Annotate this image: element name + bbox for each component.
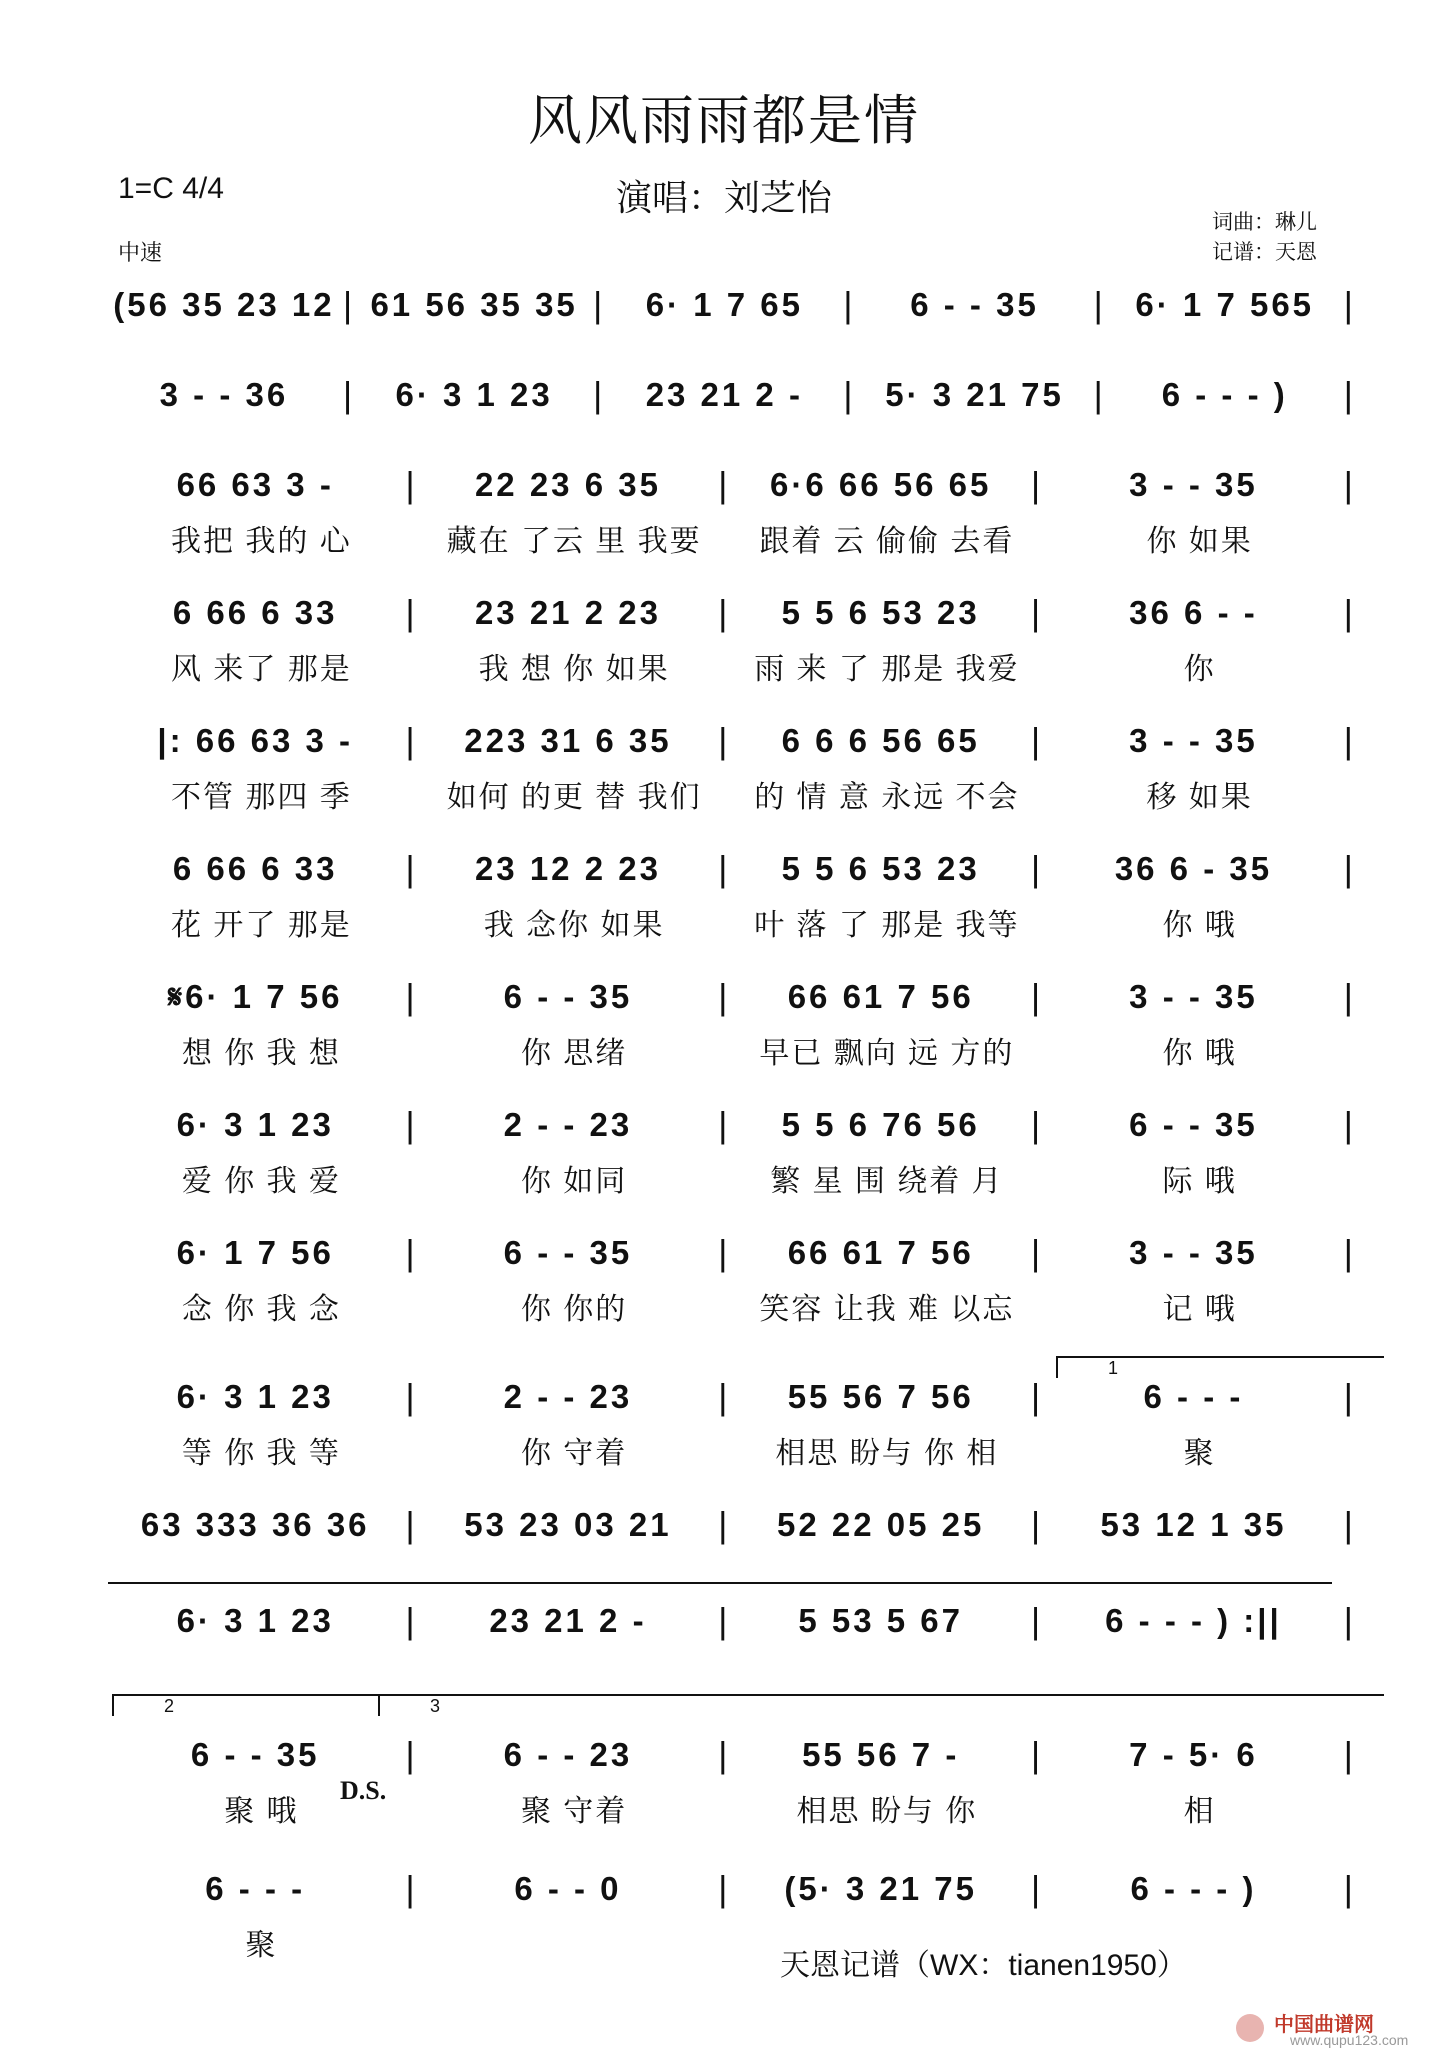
measure: 6 66 6 33	[172, 850, 338, 887]
measure: |: 66 63 3 -	[157, 722, 354, 759]
measure: 66 61 7 56	[787, 978, 974, 1015]
measure: 3 - - 35	[1129, 1234, 1258, 1271]
measure: 3 - - 35	[1129, 978, 1258, 1015]
measure: 6 - - 35	[503, 1234, 633, 1271]
song-title: 风风雨雨都是情	[528, 91, 920, 151]
barline: |	[718, 720, 731, 761]
barline: |	[1343, 464, 1356, 505]
barline: |	[1343, 1104, 1356, 1145]
stave-notes	[105, 1092, 1356, 1158]
measure: 6 6 6 56 65	[781, 722, 980, 759]
measure: 55 56 7 56	[787, 1378, 974, 1415]
measure: (56 35 23 12	[113, 286, 335, 323]
measure: 6 - - 35	[1129, 1106, 1258, 1143]
lyric-segment: 我把 我的 心	[171, 525, 352, 558]
lyric-segment: 相思 盼与 你	[796, 1795, 978, 1828]
barline: |	[405, 1376, 418, 1417]
lyric-segment: 雨 来 了 那是 我爱	[754, 653, 1020, 686]
measure: 6·6 66 56 65	[770, 466, 992, 503]
barline: |	[1343, 284, 1356, 325]
barline: |	[1030, 720, 1044, 761]
ds-mark: D.S.	[340, 1776, 387, 1805]
lyric-segment: 的 情 意 永远 不会	[754, 781, 1020, 814]
stave-notes	[105, 452, 1356, 518]
barline: |	[718, 976, 731, 1017]
barline: |	[1343, 1232, 1356, 1273]
measure: 6 - - 35	[503, 978, 633, 1015]
stave-lyrics	[105, 1028, 1356, 1078]
barline: |	[1030, 1104, 1044, 1145]
measure: 6 - - 23	[503, 1736, 633, 1773]
measure: 53 23 03 21	[464, 1506, 672, 1543]
measure: 6 - - -	[205, 1870, 306, 1907]
measure: 6· 3 1 23	[176, 1602, 334, 1639]
measure: 61 56 35 35	[370, 286, 578, 323]
barline: |	[1030, 1600, 1044, 1641]
tempo: 中速	[118, 240, 163, 265]
lyric-segment: 不管 那四 季	[171, 781, 352, 814]
measure: 22 23 6 35	[474, 466, 661, 503]
barline: |	[1343, 374, 1356, 415]
measure: 23 21 2 23	[474, 594, 661, 631]
lyric-segment: 聚 守着	[520, 1795, 628, 1828]
barline: |	[405, 848, 418, 889]
barline: |	[1030, 848, 1044, 889]
barline: |	[405, 1868, 418, 1909]
barline: |	[1030, 1868, 1044, 1909]
stave-lyrics	[105, 644, 1356, 694]
barline: |	[1343, 592, 1356, 633]
barline: |	[1030, 464, 1044, 505]
measure: 3 - - 35	[1129, 466, 1258, 503]
barline: |	[718, 592, 731, 633]
lyric-segment: 你 思绪	[520, 1037, 628, 1070]
barline: |	[718, 1104, 731, 1145]
measure: 5 5 6 76 56	[781, 1106, 980, 1143]
barline: |	[593, 284, 606, 325]
measure: 6· 1 7 565	[1135, 286, 1315, 323]
barline: |	[718, 1600, 731, 1641]
barline: |	[718, 1734, 731, 1775]
barline: |	[1343, 1868, 1356, 1909]
measure: 23 21 2 -	[489, 1602, 647, 1639]
barline: |	[405, 592, 418, 633]
footer-credit: 天恩记谱（WX：tianen1950）	[780, 1949, 1187, 1982]
stave-lyrics	[105, 1786, 1356, 1836]
stave-notes	[105, 272, 1356, 338]
measure: 5 53 5 67	[798, 1602, 963, 1639]
barline: |	[593, 374, 606, 415]
measure: 5 5 6 53 23	[781, 850, 980, 887]
measure: 3 - - 36	[159, 376, 289, 413]
stave-notes	[105, 964, 1356, 1030]
measure: 6· 1 7 65	[645, 286, 803, 323]
barline: |	[718, 1232, 731, 1273]
barline: |	[405, 1232, 418, 1273]
measure: 23 21 2 -	[645, 376, 803, 413]
stave-lyrics	[105, 516, 1356, 566]
barline: |	[843, 374, 856, 415]
key-signature: 1=C 4/4	[118, 172, 224, 205]
lyric-segment: 聚	[1183, 1437, 1216, 1470]
barline: |	[1343, 848, 1356, 889]
measure: 7 - 5· 6	[1129, 1736, 1258, 1773]
measure: 36 6 - -	[1129, 594, 1258, 631]
measure: 6· 3 1 23	[176, 1106, 334, 1143]
stave-lyrics	[105, 1428, 1356, 1478]
barline: |	[1093, 374, 1106, 415]
stave-notes	[105, 1722, 1356, 1788]
stave-notes	[105, 1220, 1356, 1286]
lyric-segment: 想 你 我 想	[181, 1037, 341, 1070]
lyric-segment: 聚	[245, 1929, 278, 1962]
lyric-segment: 聚 哦	[224, 1795, 299, 1828]
barline: |	[405, 1104, 418, 1145]
barline: |	[1030, 1376, 1044, 1417]
barline: |	[1343, 1600, 1356, 1641]
measure: 6 - - - )	[1130, 1870, 1257, 1907]
measure: 6 66 6 33	[172, 594, 338, 631]
lyric-segment: 记 哦	[1162, 1293, 1237, 1326]
barline: |	[342, 284, 356, 325]
lyric-segment: 藏在 了云 里 我要	[446, 525, 702, 558]
stave-notes	[105, 708, 1356, 774]
barline: |	[718, 1376, 731, 1417]
repeat-line	[108, 1582, 1332, 1584]
measure: 53 12 1 35	[1100, 1506, 1287, 1543]
transcriber: 记谱：天恩	[1212, 241, 1317, 264]
barline: |	[1343, 976, 1356, 1017]
lyric-segment: 相	[1183, 1795, 1216, 1828]
measure: 63 333 36 36	[140, 1506, 370, 1543]
stave-notes	[105, 1856, 1356, 1922]
barline: |	[342, 374, 356, 415]
barline: |	[1343, 1504, 1356, 1545]
lyric-segment: 移 如果	[1146, 781, 1253, 814]
lyric-segment: 跟着 云 偷偷 去看	[759, 525, 1015, 558]
barline: |	[405, 1504, 418, 1545]
watermark-url: www.qupu123.com	[1290, 2032, 1409, 2048]
lyric-segment: 等 你 我 等	[181, 1437, 341, 1470]
lyric-segment: 你	[1183, 653, 1216, 686]
lyric-segment: 繁 星 围 绕着 月	[770, 1165, 1004, 1198]
lyric-segment: 早已 飘向 远 方的	[759, 1037, 1015, 1070]
volta-3: 3	[378, 1694, 1384, 1716]
lyric-segment: 你 哦	[1162, 1037, 1237, 1070]
measure: 36 6 - 35	[1114, 850, 1273, 887]
barline: |	[718, 464, 731, 505]
measure: 6 - - -	[1143, 1378, 1244, 1415]
measure: 6 - - 0	[514, 1870, 622, 1907]
lyric-segment: 你 如果	[1146, 525, 1253, 558]
barline: |	[1030, 1232, 1044, 1273]
measure: 3 - - 35	[1129, 722, 1258, 759]
stave-lyrics	[105, 1156, 1356, 1206]
barline: |	[1343, 720, 1356, 761]
watermark-logo-icon	[1236, 2014, 1264, 2042]
measure: 223 31 6 35	[464, 722, 672, 759]
lyricist: 词曲：琳儿	[1212, 211, 1317, 234]
measure: 23 12 2 23	[474, 850, 661, 887]
stave-notes	[105, 836, 1356, 902]
volta-1: 1	[1056, 1356, 1384, 1378]
barline: |	[718, 1868, 731, 1909]
barline: |	[1030, 1734, 1044, 1775]
lyric-segment: 叶 落 了 那是 我等	[754, 909, 1020, 942]
stave-14	[0, 1856, 1448, 2056]
stave-notes	[105, 362, 1356, 428]
stave-lyrics	[105, 900, 1356, 950]
lyric-segment: 你 你的	[520, 1293, 628, 1326]
barline: |	[1093, 284, 1106, 325]
lyric-segment	[418, 1920, 731, 1970]
barline: |	[843, 284, 856, 325]
barline: |	[405, 1734, 418, 1775]
barline: |	[1343, 1734, 1356, 1775]
stave-notes	[105, 580, 1356, 646]
barline: |	[405, 464, 418, 505]
lyric-segment: 花 开了 那是	[171, 909, 352, 942]
barline: |	[405, 976, 418, 1017]
lyric-segment: 我 念你 如果	[483, 909, 665, 942]
measure: 2 - - 23	[503, 1378, 633, 1415]
barline: |	[1343, 1376, 1356, 1417]
measure: 66 63 3 -	[176, 466, 334, 503]
measure: (5· 3 21 75	[784, 1870, 977, 1907]
lyric-segment: 笑容 让我 难 以忘	[759, 1293, 1015, 1326]
lyric-segment: 你 守着	[520, 1437, 628, 1470]
barline: |	[1030, 592, 1044, 633]
measure: 52 22 05 25	[777, 1506, 985, 1543]
watermark-site: 中国曲谱网	[1274, 2014, 1374, 2036]
stave-notes	[105, 1588, 1356, 1654]
stave-lyrics	[105, 772, 1356, 822]
measure: 6· 3 1 23	[395, 376, 553, 413]
lyric-segment: 爱 你 我 爱	[181, 1165, 341, 1198]
barline: |	[1030, 1504, 1044, 1545]
lyric-segment: 我 想 你 如果	[478, 653, 670, 686]
stave-lyrics	[105, 1284, 1356, 1334]
lyric-segment: 相思 盼与 你 相	[775, 1437, 999, 1470]
measure: 6 - - 35	[910, 286, 1039, 323]
lyric-segment: 如何 的更 替 我们	[446, 781, 702, 814]
lyric-segment: 你 哦	[1162, 909, 1237, 942]
measure: 6 - - 35	[190, 1736, 320, 1773]
barline: |	[1030, 976, 1044, 1017]
singer: 演唱：刘芝怡	[615, 177, 832, 218]
measure: 𝄋6· 1 7 56	[167, 977, 343, 1015]
measure: 6 - - - ) :||	[1105, 1602, 1282, 1639]
barline: |	[405, 720, 418, 761]
measure: 5 5 6 53 23	[781, 594, 980, 631]
barline: |	[718, 1504, 731, 1545]
measure: 66 61 7 56	[787, 1234, 974, 1271]
lyric-segment: 际 哦	[1162, 1165, 1237, 1198]
barline: |	[405, 1600, 418, 1641]
measure: 6· 1 7 56	[176, 1234, 334, 1271]
lyric-segment: 风 来了 那是	[171, 653, 352, 686]
measure: 5· 3 21 75	[885, 376, 1064, 413]
measure: 55 56 7 -	[802, 1736, 960, 1773]
volta-2: 2	[112, 1694, 426, 1716]
measure: 6· 3 1 23	[176, 1378, 334, 1415]
barline: |	[718, 848, 731, 889]
stave-notes	[105, 1492, 1356, 1558]
measure: 2 - - 23	[503, 1106, 633, 1143]
lyric-segment: 念 你 我 念	[181, 1293, 341, 1326]
lyric-segment: 你 如同	[520, 1165, 628, 1198]
measure: 6 - - - )	[1161, 376, 1288, 413]
